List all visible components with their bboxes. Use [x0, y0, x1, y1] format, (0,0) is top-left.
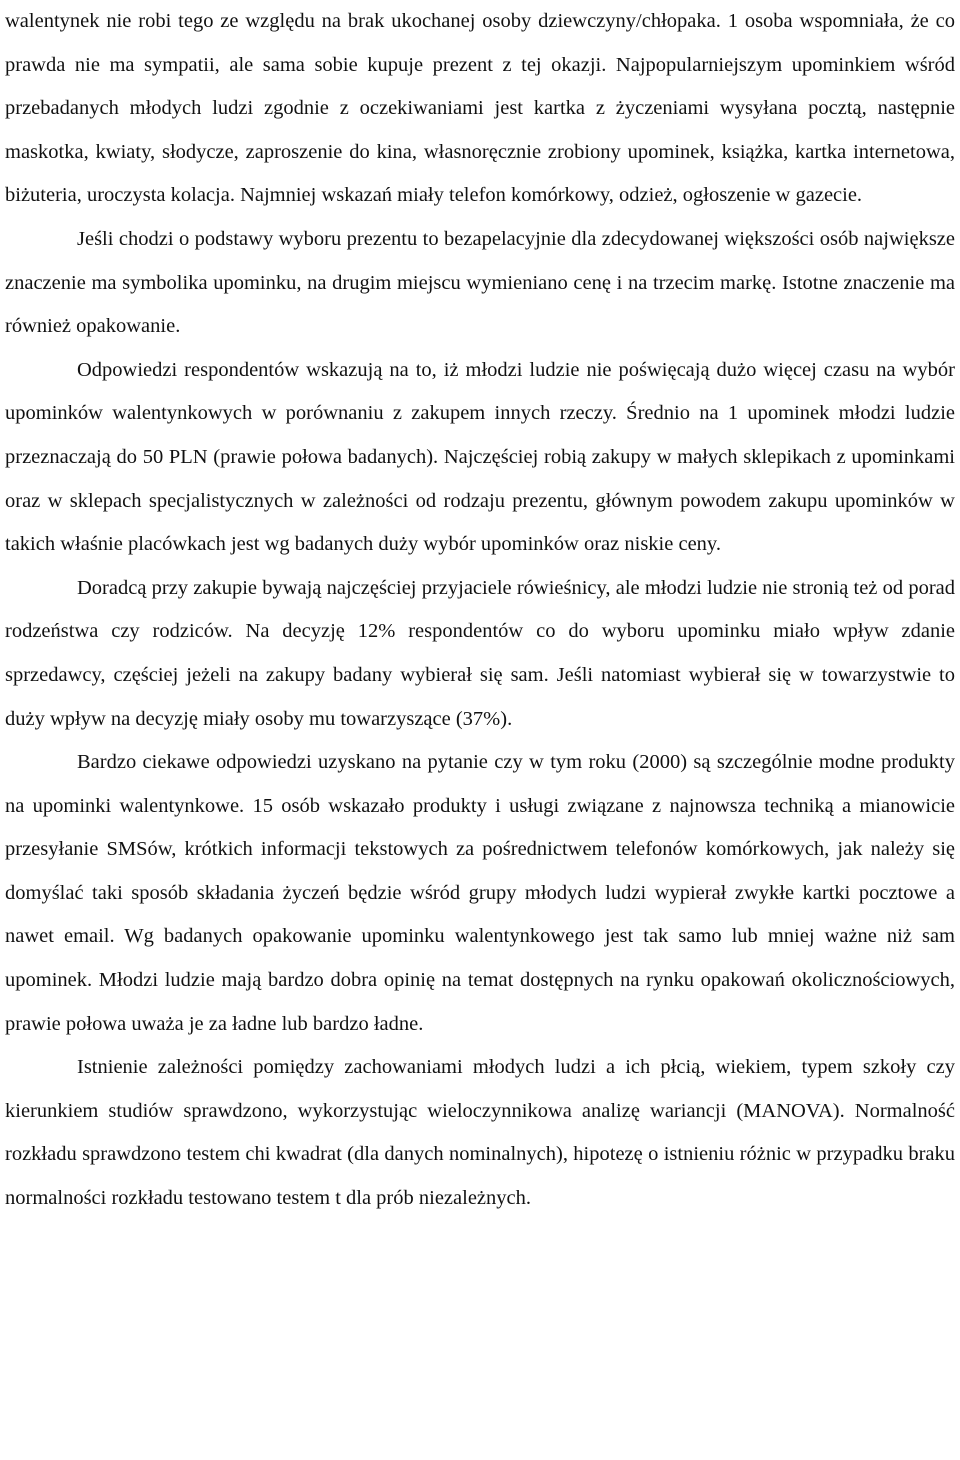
- document-page: [5, 0, 955, 1221]
- paragraph-1: walentynek nie robi tego ze względu na brak ukochanej osoby dziewczyny/chłopaka. 1 osoba wspomniała, że co prawda nie ma sympatii, ale sama sobie kupuje prezent z tej okazji. Najpopularniejszym upominkiem wśród przebadanych młodych ludzi zgodnie z oczekiwaniami jest kartka z życzeniami wysyłana pocztą, następnie maskotka, kwiaty, słodycze, zaproszenie do kina, własnoręcznie zrobiony upominek, książka, kartka internetowa, biżuteria, uroczysta kolacja. Najmniej wskazań miały telefon komórkowy, odzież, ogłoszenie w gazecie.: [5, 10, 955, 207]
- paragraph-3: Odpowiedzi respondentów wskazują na to, iż młodzi ludzie nie poświęcają dużo więcej czasu na wybór upominków walentynkowych w porównaniu z zakupem innych rzeczy. Średnio na 1 upominek młodzi ludzie przeznaczają do 50 PLN (prawie połowa badanych). Najczęściej robią zakupy w małych sklepikach z upominkami oraz w sklepach specjalistycznych w zależności od rodzaju prezentu, głównym powodem zakupu upominków w takich właśnie placówkach jest wg badanych duży wybór upominków oraz niskie ceny.: [5, 358, 955, 556]
- paragraph-2: Jeśli chodzi o podstawy wyboru prezentu to bezapelacyjnie dla zdecydowanej większości osób największe znaczenie ma symbolika upominku, na drugim miejscu wymieniano cenę i na trzecim markę. Istotne znaczenie ma również opakowanie.: [5, 227, 955, 338]
- paragraph-4: Doradcą przy zakupie bywają najczęściej przyjaciele rówieśnicy, ale młodzi ludzie nie stronią też od porad rodzeństwa czy rodziców. Na decyzję 12% respondentów co do wyboru upominku miało wpływ zdanie sprzedawcy, częściej jeżeli na zakupy badany wybierał się sam. Jeśli natomiast wybierał się w towarzystwie to duży wpływ na decyzję miały osoby mu towarzyszące (37%).: [5, 576, 955, 730]
- paragraph-6: Istnienie zależności pomiędzy zachowaniami młodych ludzi a ich płcią, wiekiem, typem szkoły czy kierunkiem studiów sprawdzono, wykorzystując wieloczynnikowa analizę wariancji (MANOVA). Normalność rozkładu sprawdzono testem chi kwadrat (dla danych nominalnych), hipotezę o istnieniu różnic w przypadku braku normalności rozkładu testowano testem t dla prób niezależnych.: [5, 1056, 955, 1210]
- paragraph-5: Bardzo ciekawe odpowiedzi uzyskano na pytanie czy w tym roku (2000) są szczególnie modne produkty na upominki walentynkowe. 15 osób wskazało produkty i usługi związane z najnowsza techniką a mianowicie przesyłanie SMSów, krótkich informacji tekstowych za pośrednictwem telefonów komórkowych, jak należy się domyślać taki sposób składania życzeń będzie wśród grupy młodych ludzi wypierał zwykłe kartki pocztowe a nawet email. Wg badanych opakowanie upominku walentynkowego jest tak samo lub mniej ważne niż sam upominek. Młodzi ludzie mają bardzo dobra opinię na temat dostępnych na rynku opakowań okolicznościowych, prawie połowa uważa je za ładne lub bardzo ładne.: [5, 751, 955, 1035]
